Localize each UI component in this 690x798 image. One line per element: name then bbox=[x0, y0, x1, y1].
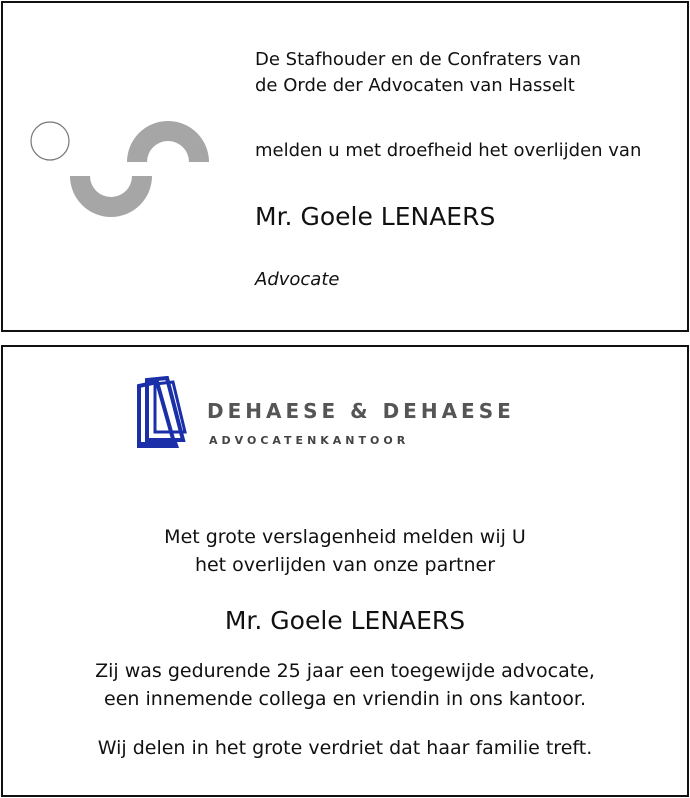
tribute-text bbox=[3, 657, 687, 713]
announcement-line: Met grote verslagenheid melden wij U bbox=[164, 526, 526, 548]
deceased-name: Mr. Goele LENAERS bbox=[224, 606, 466, 635]
logo-circle bbox=[31, 122, 69, 160]
sender-line: de Orde der Advocaten van Hasselt bbox=[255, 75, 575, 96]
law-firm-death-notice bbox=[1, 345, 689, 797]
announcement-text: melden u met droefheid het overlijden van bbox=[255, 140, 642, 161]
firm-logo bbox=[133, 376, 189, 452]
deceased-role: Advocate bbox=[255, 269, 340, 290]
firm-name: DEHAESE & DEHAESE bbox=[207, 399, 515, 423]
notice-sender bbox=[255, 47, 581, 99]
closing-text: Wij delen in het grote verdriet dat haar familie treft. bbox=[97, 737, 593, 759]
logo-upper-arch bbox=[127, 121, 209, 162]
deceased-name: Mr. Goele LENAERS bbox=[255, 202, 496, 231]
logo-lower-arch bbox=[70, 176, 152, 217]
sender-line: De Stafhouder en de Confraters van bbox=[255, 49, 581, 70]
tribute-line: Zij was gedurende 25 jaar een toegewijde advocate, bbox=[95, 660, 595, 682]
bar-association-death-notice bbox=[1, 1, 689, 332]
tribute-line: een innemende collega en vriendin in ons kantoor. bbox=[104, 688, 586, 710]
bar-association-logo bbox=[27, 118, 217, 218]
announcement-line: het overlijden van onze partner bbox=[194, 554, 496, 576]
announcement-text bbox=[3, 523, 687, 579]
firm-subtitle: ADVOCATENKANTOOR bbox=[209, 434, 410, 447]
